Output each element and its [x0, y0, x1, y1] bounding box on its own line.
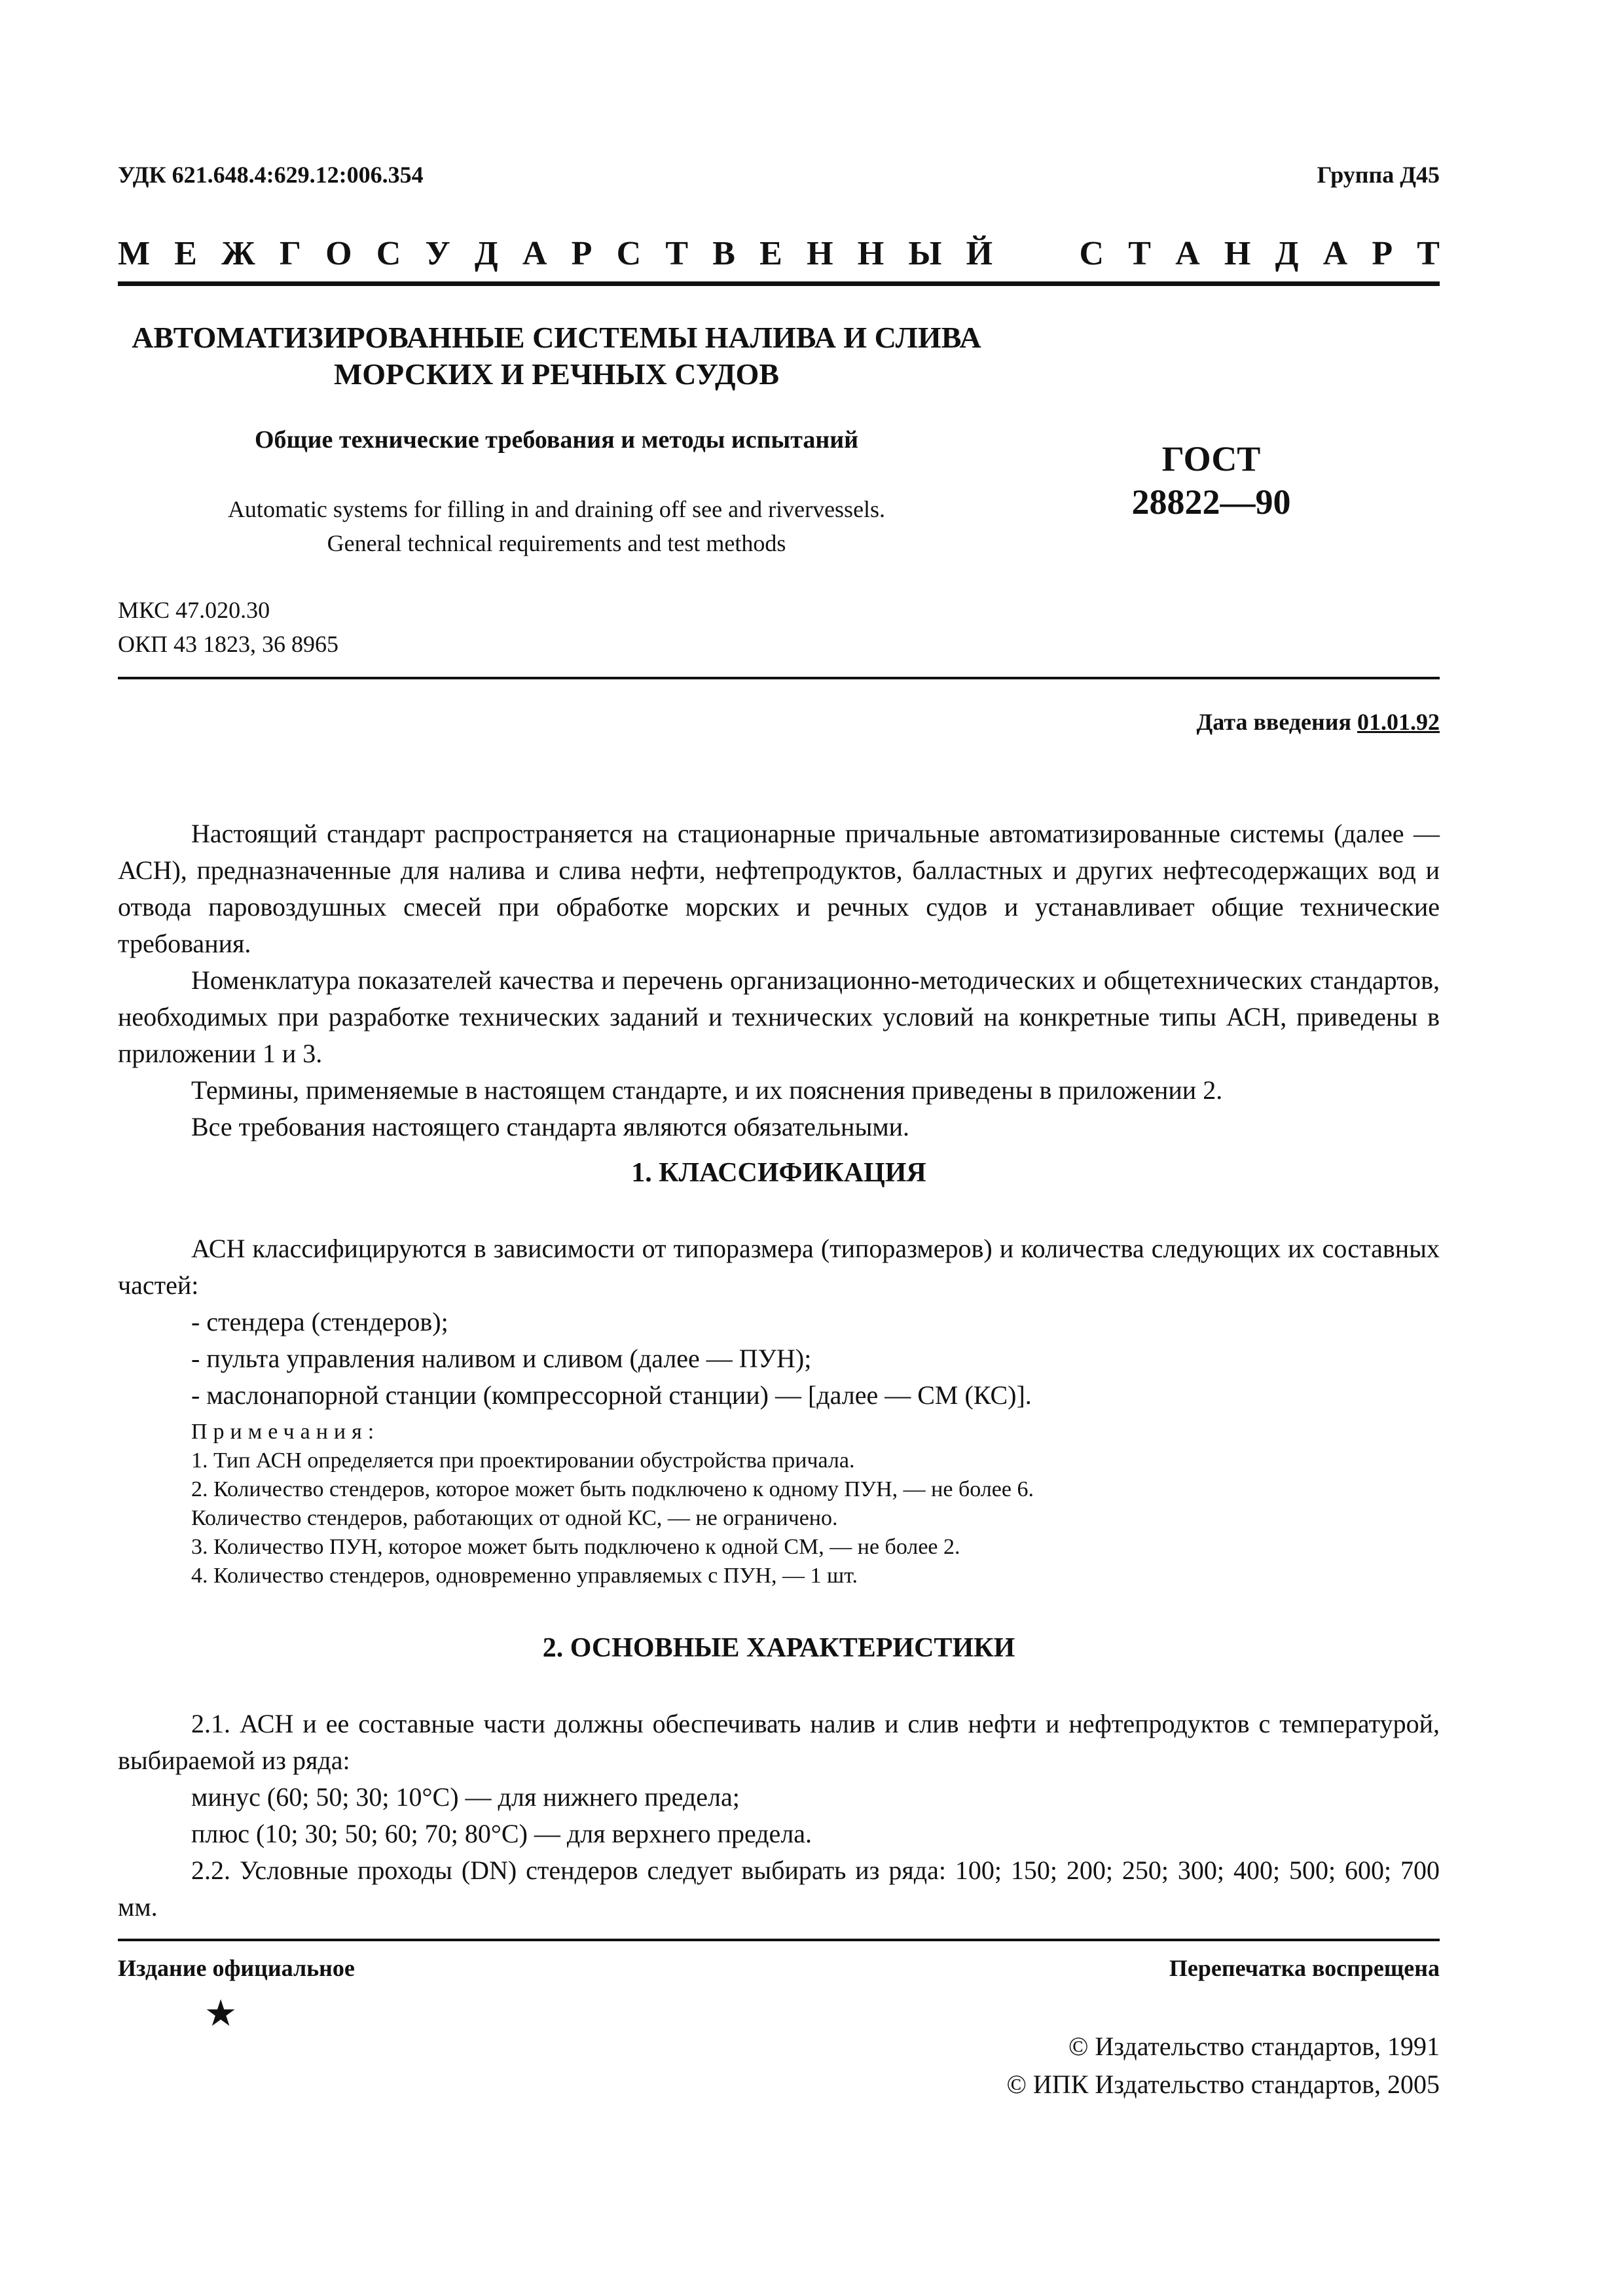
notes-title: Примечания:: [191, 1420, 380, 1444]
banner-letter: Д: [1275, 235, 1299, 272]
udc-code: УДК 621.648.4:629.12:006.354: [118, 162, 424, 188]
official-edition-label: Издание официальное: [118, 1955, 355, 1981]
characteristics-text: [118, 1706, 1440, 1926]
header-rule: [118, 281, 1440, 286]
banner-letter: Н: [807, 235, 833, 272]
classification-paragraph: АСН классифицируются в зависимости от типоразмера (типоразмеров) и количества следующих их составных частей:: [118, 1234, 1440, 1300]
banner-word-gap: [1017, 234, 1055, 273]
banner-letter: А: [522, 235, 547, 272]
banner-letter: А: [1175, 235, 1200, 272]
banner-letter: Н: [1224, 235, 1251, 272]
document-title: [118, 319, 995, 393]
characteristics-paragraph: плюс (10; 30; 50; 60; 70; 80°С) — для верхнего предела.: [191, 1819, 812, 1848]
characteristics-paragraph: 2.2. Условные проходы (DN) стендеров следует выбирать из ряда: 100; 150; 200; 250; 300; 400; 500; 600; 700 мм.: [118, 1856, 1440, 1922]
introduction-date-value: 01.01.92: [1357, 709, 1440, 735]
banner-letter: Р: [1372, 235, 1393, 272]
banner-letter: Р: [571, 235, 593, 272]
note-item: 1. Тип АСН определяется при проектировании обустройства причала.: [191, 1448, 855, 1473]
copyright-line-1: © Издательство стандартов, 1991: [1068, 2032, 1440, 2061]
mks-code: МКС 47.020.30: [118, 597, 270, 623]
english-title-line-1: Automatic systems for filling in and draining off see and rivervessels.: [227, 496, 886, 522]
gost-designation: [1048, 437, 1375, 524]
gost-number: 28822—90: [1131, 482, 1291, 522]
classification-item: - стендера (стендеров);: [191, 1307, 448, 1336]
banner-letter: А: [1322, 235, 1348, 272]
banner-letter: Й: [966, 235, 993, 272]
copyright-line-2: © ИПК Издательство стандартов, 2005: [1006, 2070, 1440, 2099]
intro-paragraph: Все требования настоящего стандарта являются обязательными.: [191, 1112, 910, 1141]
banner-letter: М: [118, 235, 151, 272]
classification-item: - маслонапорной станции (компрессорной станции) — [далее — СМ (КС)].: [191, 1380, 1032, 1410]
english-title: [118, 492, 995, 560]
banner-letter: С: [376, 235, 401, 272]
banner-letter: Д: [474, 235, 498, 272]
banner-letter: Т: [1128, 235, 1151, 272]
footer-rule: [118, 1939, 1440, 1941]
note-item: 4. Количество стендеров, одновременно управляемых с ПУН, — 1 шт.: [191, 1564, 858, 1588]
codes-rule: [118, 677, 1440, 679]
banner-letter: Т: [665, 235, 689, 272]
star-icon: ★: [204, 1994, 238, 2034]
banner-letter: Ы: [908, 235, 942, 272]
intro-text: [118, 816, 1440, 1145]
section-1-heading: 1. КЛАССИФИКАЦИЯ: [631, 1158, 926, 1188]
title-line-1: АВТОМАТИЗИРОВАННЫЕ СИСТЕМЫ НАЛИВА И СЛИВА: [132, 321, 981, 354]
banner-letter: С: [616, 235, 642, 272]
banner-letter: Т: [1417, 235, 1440, 272]
intro-paragraph: Номенклатура показателей качества и перечень организационно-методических и общетехнических стандартов, необходимых при разработке технических заданий и технических условий на конкретные типы АСН, приведены в приложении 1 и 3.: [118, 965, 1440, 1068]
banner-letter: С: [1079, 235, 1104, 272]
banner-letter: Е: [174, 235, 197, 272]
characteristics-paragraph: 2.1. АСН и ее составные части должны обеспечивать налив и слив нефти и нефтепродуктов с температурой, выбираемой из ряда:: [118, 1709, 1440, 1775]
banner-letter: У: [425, 235, 450, 272]
banner-letter: Н: [857, 235, 884, 272]
copyright-block: [1007, 2028, 1440, 2104]
note-item: Количество стендеров, работающих от одной КС, — не ограничено.: [191, 1506, 838, 1530]
banner-letter: О: [325, 235, 352, 272]
introduction-date-label: Дата введения: [1196, 709, 1351, 735]
banner-letter: Е: [759, 235, 782, 272]
english-title-line-2: General technical requirements and test methods: [327, 530, 786, 556]
banner-letter: Ж: [221, 235, 255, 272]
okp-code: ОКП 43 1823, 36 8965: [118, 631, 339, 657]
classification-item: - пульта управления наливом и сливом (далее — ПУН);: [191, 1344, 812, 1373]
classification-codes: [118, 593, 338, 661]
group-code: Группа Д45: [1317, 162, 1440, 188]
interstate-standard-banner: [118, 234, 1440, 273]
note-item: 2. Количество стендеров, которое может быть подключено к одному ПУН, — не более 6.: [191, 1477, 1034, 1501]
document-subtitle: Общие технические требования и методы испытаний: [254, 426, 859, 454]
reprint-prohibited-label: Перепечатка воспрещена: [1169, 1955, 1440, 1981]
gost-label: ГОСТ: [1161, 439, 1261, 478]
classification-notes: [118, 1418, 1440, 1590]
characteristics-paragraph: минус (60; 50; 30; 10°С) — для нижнего предела;: [191, 1782, 740, 1812]
classification-text: [118, 1230, 1440, 1414]
title-line-2: МОРСКИХ И РЕЧНЫХ СУДОВ: [333, 357, 780, 391]
intro-paragraph: Термины, применяемые в настоящем стандарте, и их пояснения приведены в приложении 2.: [191, 1075, 1223, 1105]
banner-letter: В: [712, 235, 735, 272]
banner-letter: Г: [279, 235, 301, 272]
introduction-date: [1197, 708, 1440, 736]
section-2-heading: 2. ОСНОВНЫЕ ХАРАКТЕРИСТИКИ: [542, 1633, 1015, 1663]
intro-paragraph: Настоящий стандарт распространяется на стационарные причальные автоматизированные системы (далее — АСН), предназначенные для налива и слива нефти, нефтепродуктов, балластных и других нефтесодержащих вод и отвода паровоздушных смесей при обработке морских и речных судов и устанавливает общие технические требования.: [118, 819, 1440, 958]
note-item: 3. Количество ПУН, которое может быть подключено к одной СМ, — не более 2.: [191, 1535, 960, 1559]
